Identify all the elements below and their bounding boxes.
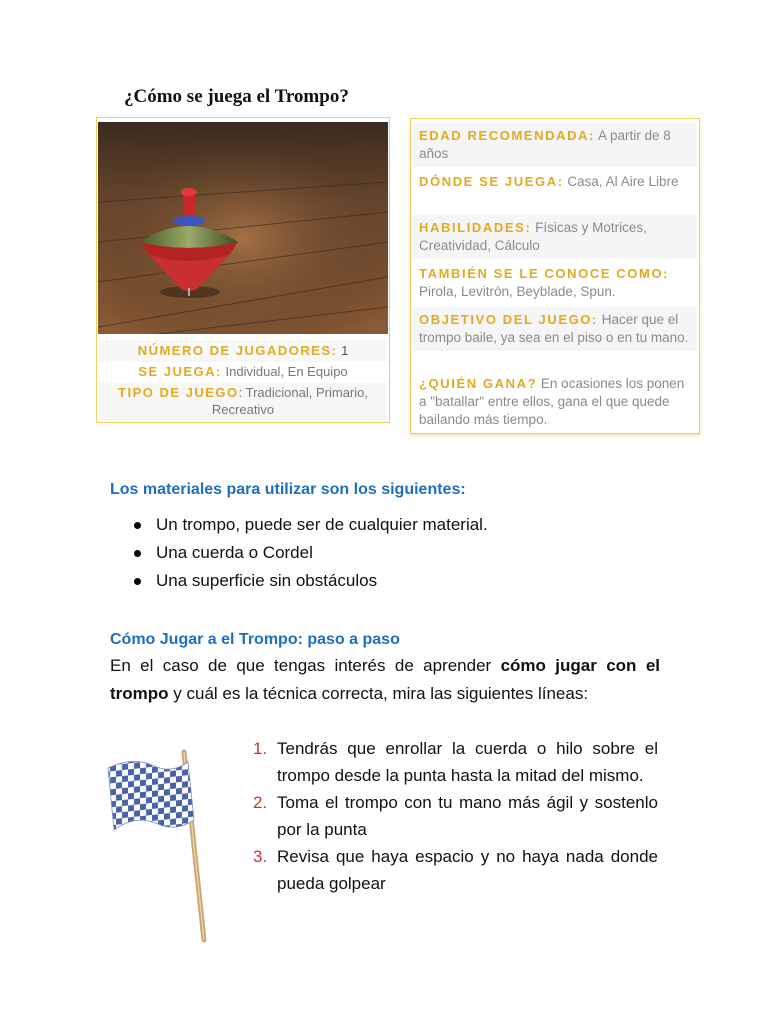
where-label: DÓNDE SE JUEGA:: [419, 174, 564, 189]
list-item: Una superficie sin obstáculos: [132, 567, 488, 595]
winner-label: ¿QUIÉN GANA?: [419, 376, 538, 391]
type-row: [99, 382, 387, 420]
step-text: Tendrás que enrollar la cuerda o hilo sobre el trompo desde la punta hasta la mitad del mismo.: [277, 739, 658, 785]
mode-row: [99, 362, 387, 382]
checkered-flag-icon: [104, 748, 214, 949]
objective-value: Hacer que el trompo baile, ya sea en el piso o en tu mano.: [419, 312, 689, 345]
age-row: [413, 123, 697, 167]
list-item: [250, 789, 658, 843]
list-item: Un trompo, puede ser de cualquier material.: [132, 511, 488, 539]
type-label: TIPO DE JUEGO: [118, 385, 239, 400]
aka-label: TAMBIÉN SE LE CONOCE COMO:: [419, 266, 670, 281]
howto-heading: Cómo Jugar a el Trompo: paso a paso: [110, 631, 400, 648]
intro-text-2: y cuál es la técnica correcta, mira las siguientes líneas:: [168, 684, 589, 703]
step-text: Revisa que haya espacio y no haya nada donde pueda golpear: [277, 847, 658, 893]
skills-row: [413, 215, 697, 259]
step-number: 3.: [253, 847, 268, 866]
winner-value: En ocasiones los ponen a "batallar" entre ellos, gana el que quede bailando más tiempo.: [419, 376, 685, 427]
objective-label: OBJETIVO DEL JUEGO:: [419, 312, 598, 327]
where-row: [413, 169, 697, 195]
skills-value: Físicas y Motrices, Creatividad, Cálculo: [419, 220, 647, 253]
age-label: EDAD RECOMENDADA:: [419, 128, 595, 143]
objective-row: [413, 307, 697, 351]
step-text: Toma el trompo con tu mano más ágil y sostenlo por la punta: [277, 793, 658, 839]
spinning-top-photo: [98, 122, 388, 334]
aka-row: [413, 261, 697, 305]
step-number: 1.: [253, 739, 268, 758]
steps-list: [250, 735, 658, 897]
intro-paragraph: [110, 652, 660, 708]
intro-text-1: En el caso de que tengas interés de aprender: [110, 656, 501, 675]
intro-bold-text: cómo jugar con el trompo: [110, 656, 660, 703]
list-item: [250, 735, 658, 789]
players-row: [99, 340, 387, 362]
aka-value: Pirola, Levitrón, Beyblade, Spun.: [419, 284, 616, 299]
list-item: [250, 843, 658, 897]
players-value: 1: [341, 343, 349, 358]
skills-label: HABILIDADES:: [419, 220, 532, 235]
type-value: : Tradicional, Primario, Recreativo: [211, 385, 368, 417]
mode-value: Individual, En Equipo: [225, 364, 348, 379]
step-number: 2.: [253, 793, 268, 812]
mode-label: SE JUEGA:: [138, 364, 222, 379]
winner-row: [413, 371, 697, 433]
materials-heading: Los materiales para utilizar son los siguientes:: [110, 481, 466, 498]
game-info-card-right: [410, 118, 700, 434]
materials-list: [132, 511, 488, 595]
game-info-card-left: [96, 117, 390, 423]
players-label: NÚMERO DE JUGADORES:: [137, 343, 338, 358]
age-value: A partir de 8 años: [419, 128, 671, 161]
where-value: Casa, Al Aire Libre: [567, 174, 679, 189]
page-title: ¿Cómo se juega el Trompo?: [124, 86, 349, 107]
list-item: Una cuerda o Cordel: [132, 539, 488, 567]
